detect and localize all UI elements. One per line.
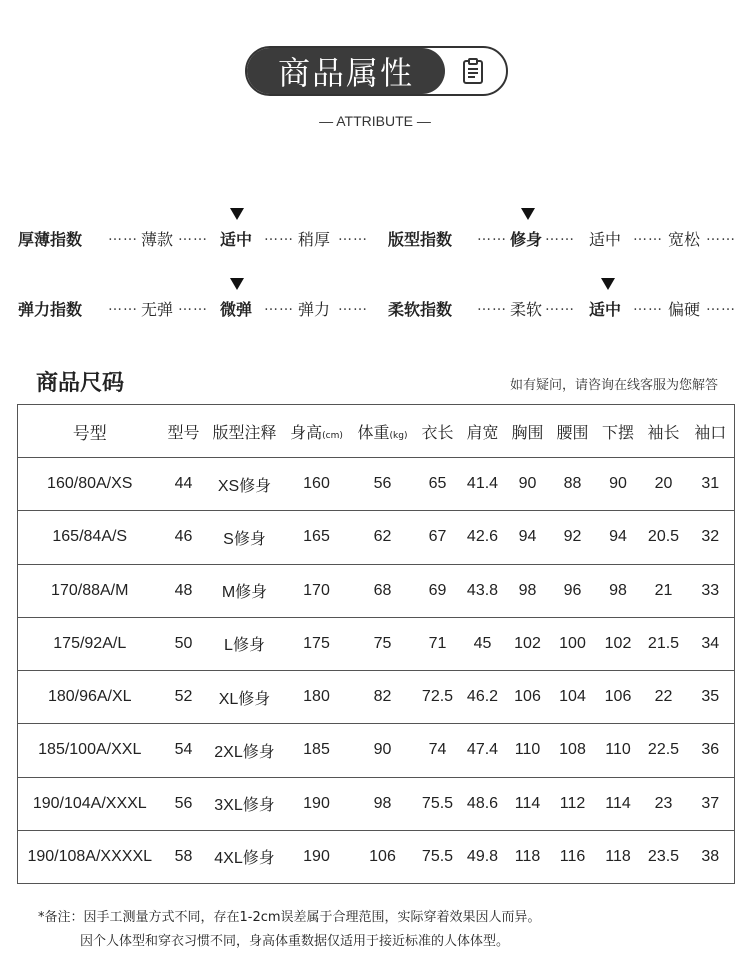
cell-size: 160/80A/XS (18, 458, 162, 511)
header-size: 号型 (18, 405, 162, 458)
cell-height: 180 (284, 671, 350, 724)
cell-cuff: 32 (687, 511, 735, 564)
header-fit: 版型注释 (206, 405, 284, 458)
cell-size: 180/96A/XL (18, 671, 162, 724)
cell-length: 72.5 (416, 671, 460, 724)
cell-chest: 94 (506, 511, 550, 564)
cell-hem: 110 (596, 724, 641, 777)
cell-length: 74 (416, 724, 460, 777)
cell-height: 175 (284, 617, 350, 670)
header-weight (350, 405, 416, 458)
dots: …… (108, 298, 138, 314)
cell-cuff: 38 (687, 830, 735, 883)
elasticity-option-slight: 微弹 (220, 300, 253, 319)
cell-size: 165/84A/S (18, 511, 162, 564)
cell-weight: 106 (350, 830, 416, 883)
header-height (284, 405, 350, 458)
fit-option-loose: 宽松 (668, 230, 701, 249)
header-cuff: 袖口 (687, 405, 735, 458)
cell-hem: 98 (596, 564, 641, 617)
cell-fit: L修身 (206, 617, 284, 670)
size-table-header (18, 405, 735, 458)
index-row-1 (0, 206, 750, 266)
cell-cuff: 35 (687, 671, 735, 724)
fit-option-regular: 适中 (589, 230, 622, 249)
cell-fit: M修身 (206, 564, 284, 617)
header-sleeve: 袖长 (641, 405, 687, 458)
size-section-note: 如有疑问，请咨询在线客服为您解答 (509, 378, 718, 393)
cell-shoulder: 43.8 (460, 564, 506, 617)
cell-size: 175/92A/L (18, 617, 162, 670)
cell-fit: S修身 (206, 511, 284, 564)
dots: …… (545, 228, 575, 244)
dots: …… (633, 228, 663, 244)
cell-sleeve: 20 (641, 458, 687, 511)
cell-fit: XS修身 (206, 458, 284, 511)
arrow-down-icon (601, 278, 615, 290)
arrow-down-icon (521, 208, 535, 220)
cell-length: 67 (416, 511, 460, 564)
cell-hem: 114 (596, 777, 641, 830)
dots: …… (545, 298, 575, 314)
thickness-index-label: 厚薄指数 (18, 230, 83, 249)
cell-length: 65 (416, 458, 460, 511)
cell-shoulder: 49.8 (460, 830, 506, 883)
cell-chest: 106 (506, 671, 550, 724)
cell-shoulder: 46.2 (460, 671, 506, 724)
table-row (18, 617, 735, 670)
cell-weight: 68 (350, 564, 416, 617)
cell-fit: 3XL修身 (206, 777, 284, 830)
header-height-text: 身高 (290, 422, 323, 442)
cell-model: 44 (162, 458, 206, 511)
cell-shoulder: 48.6 (460, 777, 506, 830)
header-shoulder: 肩宽 (460, 405, 506, 458)
cell-fit: 4XL修身 (206, 830, 284, 883)
dots: …… (477, 228, 507, 244)
arrow-down-icon (230, 208, 244, 220)
header-height-unit: (cm) (322, 430, 343, 441)
dots: …… (338, 228, 368, 244)
cell-chest: 102 (506, 617, 550, 670)
section-header-pill (245, 46, 508, 96)
dots: …… (178, 298, 208, 314)
table-row (18, 777, 735, 830)
softness-option-soft: 柔软 (510, 300, 543, 319)
cell-chest: 110 (506, 724, 550, 777)
cell-waist: 108 (550, 724, 596, 777)
cell-chest: 118 (506, 830, 550, 883)
cell-weight: 90 (350, 724, 416, 777)
cell-waist: 116 (550, 830, 596, 883)
dots: …… (633, 298, 663, 314)
fit-option-slim: 修身 (510, 230, 543, 249)
cell-shoulder: 45 (460, 617, 506, 670)
cell-sleeve: 22.5 (641, 724, 687, 777)
cell-waist: 104 (550, 671, 596, 724)
header-hem: 下摆 (596, 405, 641, 458)
cell-shoulder: 47.4 (460, 724, 506, 777)
size-section-title: 商品尺码 (36, 371, 125, 396)
section-subtitle: — ATTRIBUTE — (319, 113, 431, 129)
cell-shoulder: 42.6 (460, 511, 506, 564)
cell-height: 160 (284, 458, 350, 511)
cell-waist: 100 (550, 617, 596, 670)
cell-hem: 106 (596, 671, 641, 724)
cell-weight: 62 (350, 511, 416, 564)
cell-height: 170 (284, 564, 350, 617)
section-title: 商品属性 (247, 48, 445, 94)
cell-sleeve: 21.5 (641, 617, 687, 670)
header-chest: 胸围 (506, 405, 550, 458)
thickness-option-thick: 稍厚 (298, 230, 331, 249)
table-row (18, 511, 735, 564)
cell-sleeve: 22 (641, 671, 687, 724)
softness-option-stiff: 偏硬 (668, 300, 701, 319)
cell-hem: 118 (596, 830, 641, 883)
dots: …… (108, 228, 138, 244)
cell-waist: 112 (550, 777, 596, 830)
cell-model: 56 (162, 777, 206, 830)
cell-model: 50 (162, 617, 206, 670)
clipboard-icon (459, 57, 487, 85)
dots: …… (477, 298, 507, 314)
footnote-line-1: *备注：因手工测量方式不同，存在1-2cm误差属于合理范围，实际穿着效果因人而异。 (38, 910, 541, 925)
dots: …… (706, 298, 736, 314)
cell-model: 54 (162, 724, 206, 777)
cell-sleeve: 23.5 (641, 830, 687, 883)
cell-cuff: 34 (687, 617, 735, 670)
cell-size: 185/100A/XXL (18, 724, 162, 777)
cell-cuff: 31 (687, 458, 735, 511)
cell-size: 190/108A/XXXXL (18, 830, 162, 883)
dots: …… (178, 228, 208, 244)
thickness-option-thin: 薄款 (141, 230, 174, 249)
cell-model: 58 (162, 830, 206, 883)
cell-chest: 114 (506, 777, 550, 830)
cell-chest: 98 (506, 564, 550, 617)
cell-cuff: 36 (687, 724, 735, 777)
cell-weight: 75 (350, 617, 416, 670)
dots: …… (264, 298, 294, 314)
cell-hem: 94 (596, 511, 641, 564)
dots: …… (706, 228, 736, 244)
cell-height: 190 (284, 777, 350, 830)
cell-model: 48 (162, 564, 206, 617)
cell-weight: 56 (350, 458, 416, 511)
cell-sleeve: 20.5 (641, 511, 687, 564)
cell-cuff: 37 (687, 777, 735, 830)
cell-length: 75.5 (416, 830, 460, 883)
cell-chest: 90 (506, 458, 550, 511)
cell-waist: 96 (550, 564, 596, 617)
dots: …… (338, 298, 368, 314)
header-weight-text: 体重 (357, 422, 390, 442)
cell-weight: 98 (350, 777, 416, 830)
header-weight-unit: (kg) (389, 430, 408, 441)
table-row (18, 830, 735, 883)
fit-index-label: 版型指数 (388, 230, 453, 249)
elasticity-index-label: 弹力指数 (18, 300, 83, 319)
cell-length: 75.5 (416, 777, 460, 830)
cell-fit: XL修身 (206, 671, 284, 724)
cell-sleeve: 23 (641, 777, 687, 830)
cell-waist: 92 (550, 511, 596, 564)
header-model: 型号 (162, 405, 206, 458)
header-length: 衣长 (416, 405, 460, 458)
cell-size: 190/104A/XXXL (18, 777, 162, 830)
elasticity-option-stretch: 弹力 (298, 300, 331, 319)
elasticity-option-none: 无弹 (141, 300, 174, 319)
cell-waist: 88 (550, 458, 596, 511)
softness-option-medium: 适中 (589, 300, 622, 319)
cell-model: 46 (162, 511, 206, 564)
thickness-option-medium: 适中 (220, 230, 253, 249)
cell-hem: 90 (596, 458, 641, 511)
footnote-line-2: 因个人体型和穿衣习惯不同，身高体重数据仅适用于接近标准的人体体型。 (80, 934, 510, 949)
table-row (18, 458, 735, 511)
table-row (18, 671, 735, 724)
size-table (17, 404, 735, 884)
table-row (18, 724, 735, 777)
cell-model: 52 (162, 671, 206, 724)
cell-hem: 102 (596, 617, 641, 670)
cell-fit: 2XL修身 (206, 724, 284, 777)
index-row-2 (0, 276, 750, 336)
softness-index-label: 柔软指数 (388, 300, 453, 319)
header-waist: 腰围 (550, 405, 596, 458)
cell-height: 185 (284, 724, 350, 777)
cell-sleeve: 21 (641, 564, 687, 617)
cell-shoulder: 41.4 (460, 458, 506, 511)
cell-length: 71 (416, 617, 460, 670)
table-row (18, 564, 735, 617)
cell-size: 170/88A/M (18, 564, 162, 617)
cell-height: 190 (284, 830, 350, 883)
arrow-down-icon (230, 278, 244, 290)
cell-length: 69 (416, 564, 460, 617)
cell-height: 165 (284, 511, 350, 564)
cell-weight: 82 (350, 671, 416, 724)
dots: …… (264, 228, 294, 244)
cell-cuff: 33 (687, 564, 735, 617)
